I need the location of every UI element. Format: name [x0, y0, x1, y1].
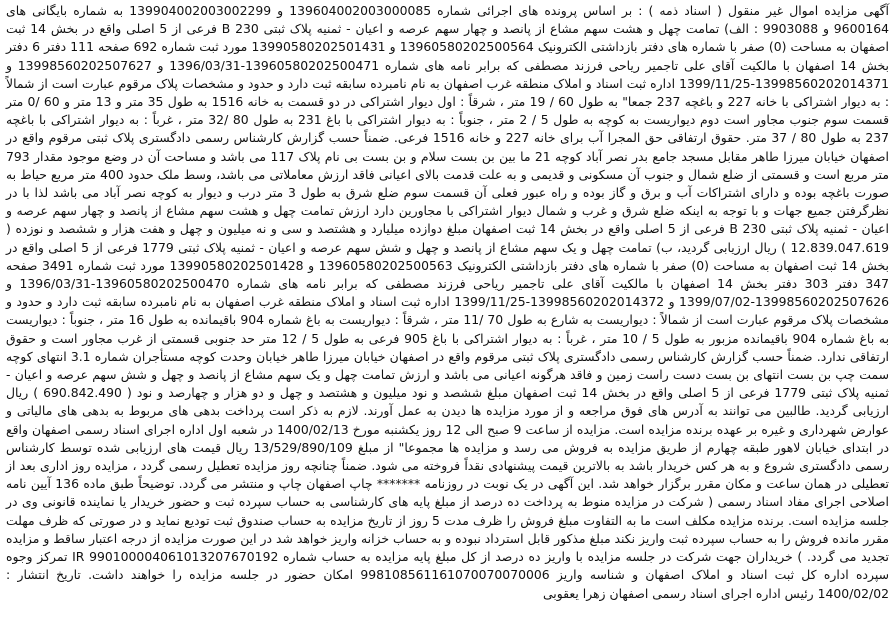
auction-notice-text: آگهی مزایده اموال غیر منقول ( اسناد ذمه ) : بر اساس پرونده های اجرائی شماره 139604002003000085 و 139904002003002299 به شماره بایگانی های 9600164 و 9903088 : الف) تمامت چهل و هشت سهم مشاع از پانصد و چهار سهم عرصه و اعیان - ثمنیه پلاک ثبتی B 230 فرعی از 5 اصلی واقع در بخش 14 ثبت اصفهان به مساحت (0) صفر با شماره های دفتر بازداشتی الکترونیک 13960580202500564 و 13990580202501431 مورد ثبت شماره 692 صفحه 111 دفتر 6 دفتر بخش 14 اصفهان با مالکیت آقای علی تاجمیر ریاحی فرزند مصطفی که برابر نامه های شماره 13960580202500471-1396/03/31 و 13998560202507627 و 13998560202014371-1399/11/25 اداره ثبت اسناد و املاک منطقه غرب اصفهان به نام نامبرده سابقه ثبت دارد و حدود و مشخصات پلاک مرقوم عبارت است از شمالاً : به دیوار اشتراکی با خانه 227 و باغچه 237 جمعا" به طول 60 / 19 متر ، شرقاً : اول دیوار اشتراکی در دو قسمت به خانه 1516 به طول 35 متر و 13 متر و 60 /0 متر قسمت سوم جنوب مجاور است دوم دیواریست به کوچه به طول 5 / 2 متر ، جنوباً : به دیوار اشتراکی با باغ 231 به طول 80 /32 متر ، غرباً : به دیوار اشتراکی با باغچه 237 به طول 80 / 37 متر. حقوق ارتفاقی حق المجرا آب برای خانه 227 و خانه 1516 فرعی. ضمناً حسب گزارش کارشناس رسمی دادگستری پلاک ثبتی مرقوم واقع در اصفهان خیابان میرزا طاهر مقابل مسجد جامع بدر نصر آباد کوچه 21 ما بین بن بست سلام و بن بست بی نام پلاک 117 می باشد و مساحت آن در وضع موجود مقدار 793 متر مربع است و قسمتی از ضلع شمال و جنوب آن مسکونی و قدیمی و به علت قدمت بالای اعیانی فاقد ارزش معاملاتی می باشد، وسط ملک حدود 400 متر مربع حیاط به صورت باغچه بوده و دارای اشتراکات آب و برق و گاز بوده و راه عبور فعلی آن قسمت سوم ضلع شرق به طول 3 متر درب و دیوار به کوچه نصر آباد می باشد لذا با در نظرگرفتن جمیع جهات و با توجه به اینکه ضلع شرق و غرب و شمال دیوار اشتراکی با مجاورین دارد ارزش تمامت چهل و هشت سهم مشاع از پانصد و چهار سهم عرصه و اعیان - ثمنیه پلاک ثبتی B 230 فرعی از 5 اصلی واقع در بخش 14 ثبت اصفهان مبلغ دوازده میلیارد و هشتصد و سی و نه میلیون و چهل و هفت هزار و ششصد و نوزده ( 12.839.047.619 ) ریال ارزیابی گردید، ب) تمامت چهل و یک سهم مشاع از پانصد و چهل و شش سهم عرصه و اعیان - ثمنیه پلاک ثبتی 1779 فرعی از 5 اصلی واقع در بخش 14 ثبت اصفهان به مساحت (0) صفر با شماره های دفتر بازداشتی الکترونیک 13960580202500563 و 13990580202501428 مورد ثبت شماره 3491 صفحه 347 دفتر 303 دفتر بخش 14 اصفهان با مالکیت آقای علی تاجمیر ریاحی فرزند مصطفی که برابر نامه های شماره 13960580202500470-1396/03/31 و 13998560202507626-1399/07/02 و 13998560202014372-1399/11/25 اداره ثبت اسناد و املاک منطقه غرب اصفهان به نام نامبرده سابقه ثبت دارد و حدود و مشخصات پلاک مرقوم عبارت است از شمالاً : دیواریست به شارع به طول 70 /11 متر ، شرقاً : دیواریست به باغ شماره 904 باقیمانده به طول 16 متر ، جنوباً : دیواریست به باغ شماره 904 باقیمانده مزبور به طول 5 / 10 متر ، غرباً : به دیوار اشتراکی با باغ 905 فرعی به طول 5 / 12 متر حد جنوبی قسمتی از غرب مجاور است و حقوق ارتفاقی ندارد. ضمناً حسب گزارش کارشناس رسمی دادگستری پلاک ثبتی مرقوم واقع در اصفهان خیابان میرزا طاهر خیابان وحدت کوچه مستأجران شماره 3.1 انتهای کوچه سمت چپ بن بست انتهای بن بست دست راست زمین و فاقد هرگونه اعیانی می باشد و ارزش تمامت چهل و یک سهم مشاع از پانصد و چهل و شش سهم عرصه و اعیان - ثمنیه پلاک ثبتی 1779 فرعی از 5 اصلی واقع در بخش 14 ثبت اصفهان مبلغ ششصد و نود میلیون و هشتصد و چهل و دو هزار و چهارصد و نود ( 690.842.490 ) ریال ارزیابی گردید. طالبین می توانند به آدرس های فوق مراجعه و از مورد مزایده ها دیدن به عمل آورند. لازم به ذکر است پرداخت بدهی های مربوط به بدهی های مالیاتی و عوارض شهرداری و غیره بر عهده برنده مزایده است. مزایده از ساعت 9 صبح الی 12 روز یکشنبه مورخ 1400/02/13 در شعبه اول اداره اجرای اسناد رسمی اصفهان واقع در ابتدای خیابان لاهور طبقه چهارم از طریق مزایده به فروش می رسد و مزایده ها مجموعا" از مبلغ 13/529/890/109 ریال قیمت های ارزیابی شده توسط کارشناس رسمی دادگستری شروع و به هر کس خریدار باشد به بالاترین قیمت پیشنهادی نقداً فروخته می شود. ضمناً چنانچه روز مزایده تعطیل رسمی گردد ، مزایده روز اداری بعد از تعطیلی در همان ساعت و مکان مقرر برگزار خواهد شد. این آگهی در یک نوبت در روزنامه ******* چاپ اصفهان چاپ و منتشر می گردد. توضیحاً طبق ماده 136 آیین نامه اصلاحی اجرای مفاد اسناد رسمی ( شرکت در مزایده منوط به پرداخت ده درصد از مبلغ پایه های کارشناسی به حساب سپرده ثبت و حضور خریدار یا نماینده قانونی وی در جلسه مزایده است. برنده مزایده مکلف است ما به التفاوت مبلغ فروش را ظرف مدت 5 روز از تاریخ مزایده به حساب صندوق ثبت تودیع نماید و در صورتی که ظرف مهلت مقرر مانده فروش را به حساب سپرده ثبت واریز نکند مبلغ مذکور قابل استرداد نبوده و به حساب خزانه واریز خواهد شد در این صورت مزایده از درجه اعتبار ساقط و مزایده تجدید می گردد. ) خریداران جهت شرکت در جلسه مزایده با واریز ده درصد از کل مبلغ پایه مزایده به حساب شماره IR 990100004061013207670192 تمرکز وجوه سپرده اداره کل ثبت اسناد و املاک اصفهان و شناسه واریز 998108561161070070070006 امکان حضور در جلسه مزایده را خواهند داشت. تاریخ انتشار : 1400/02/02 رئیس اداره اجرای اسناد رسمی اصفهان زهرا یعقوبی: [6, 3, 890, 601]
